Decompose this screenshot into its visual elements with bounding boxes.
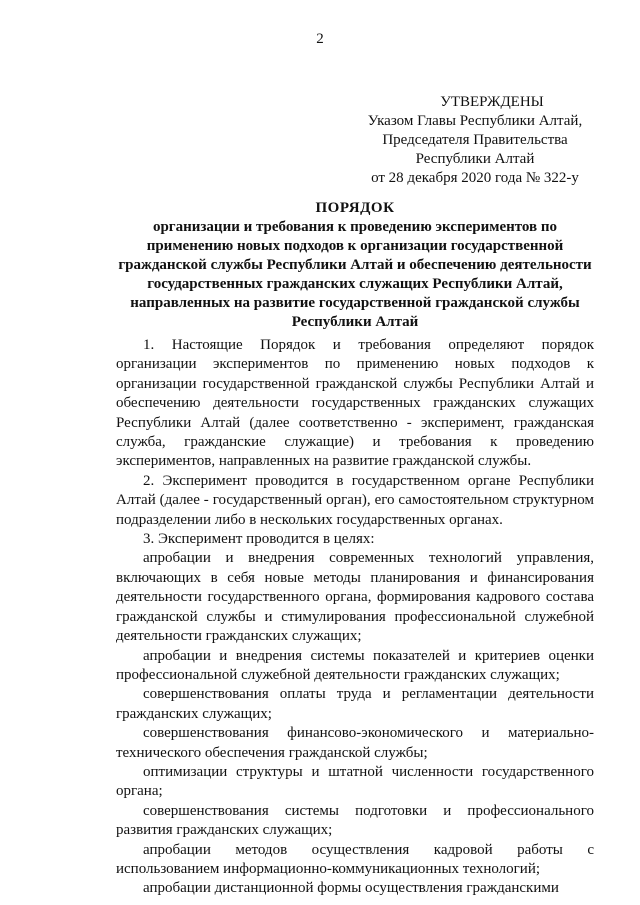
body-paragraph: совершенствования системы подготовки и профессионального развития гражданских служащих; [116, 802, 594, 839]
body-paragraph: 3. Эксперимент проводится в целях: [143, 531, 375, 548]
title-subtitle-line: гражданской службы Республики Алтай и обеспечению деятельности [118, 257, 592, 273]
body-paragraph: апробации и внедрения современных технологий управления, включающих в себя новые методы планирования и финансирования деятельности государственного органа, формирования кадрового состава гражданской службы и стимулирования профессиональной служебной деятельности гражданских служащих; [116, 550, 594, 645]
body-paragraph: апробации дистанционной формы осуществления гражданскими [143, 880, 559, 897]
body-paragraph: оптимизации структуры и штатной численности государственного органа; [116, 763, 594, 800]
approval-line: Республики Алтай [415, 151, 535, 167]
title-subtitle-line: направленных на развитие государственной гражданской службы [130, 295, 580, 311]
body-paragraph: 2. Эксперимент проводится в государственном органе Республики Алтай (далее - государственный орган), его самостоятельном структурном подразделении либо в нескольких государственных органах. [116, 472, 594, 528]
document-title: ПОРЯДОК [315, 200, 395, 216]
page-number: 2 [316, 31, 324, 47]
title-subtitle-line: Республики Алтай [291, 314, 419, 330]
title-subtitle-line: государственных гражданских служащих Республики Алтай, [147, 276, 563, 292]
body-paragraph: апробации методов осуществления кадровой работы с использованием информационно-коммуникационных технологий; [116, 841, 594, 877]
body-paragraph: апробации и внедрения системы показателей и критериев оценки профессиональной служебной деятельности гражданских служащих; [116, 647, 594, 683]
approval-block [355, 93, 595, 188]
body-paragraph: 1. Настоящие Порядок и требования определяют порядок организации экспериментов по применению новых подходов к организации государственной гражданской службы Республики Алтай и обеспечению деятельности государственных гражданских служащих Республики Алтай (далее соответственно - эксперимент, гражданская служба, гражданские служащие) и требования к проведению экспериментов, направленных на развитие гражданской службы. [116, 337, 594, 470]
document-title-block [100, 199, 610, 332]
document-body [116, 336, 594, 899]
body-paragraph: совершенствования финансово-экономического и материально-технического обеспечения гражданской службы; [116, 725, 594, 761]
title-subtitle-line: организации и требования к проведению экспериментов по [152, 219, 558, 235]
body-paragraph: совершенствования оплаты труда и регламентации деятельности гражданских служащих; [116, 686, 594, 722]
approval-line: Указом Главы Республики Алтай, [367, 113, 583, 129]
title-subtitle-line: применению новых подходов к организации государственной [146, 238, 564, 254]
approval-line: Председателя Правительства [382, 132, 568, 148]
approval-heading: УТВЕРЖДЕНЫ [440, 94, 544, 110]
approval-date-line: от 28 декабря 2020 года № 322-у [371, 170, 579, 186]
